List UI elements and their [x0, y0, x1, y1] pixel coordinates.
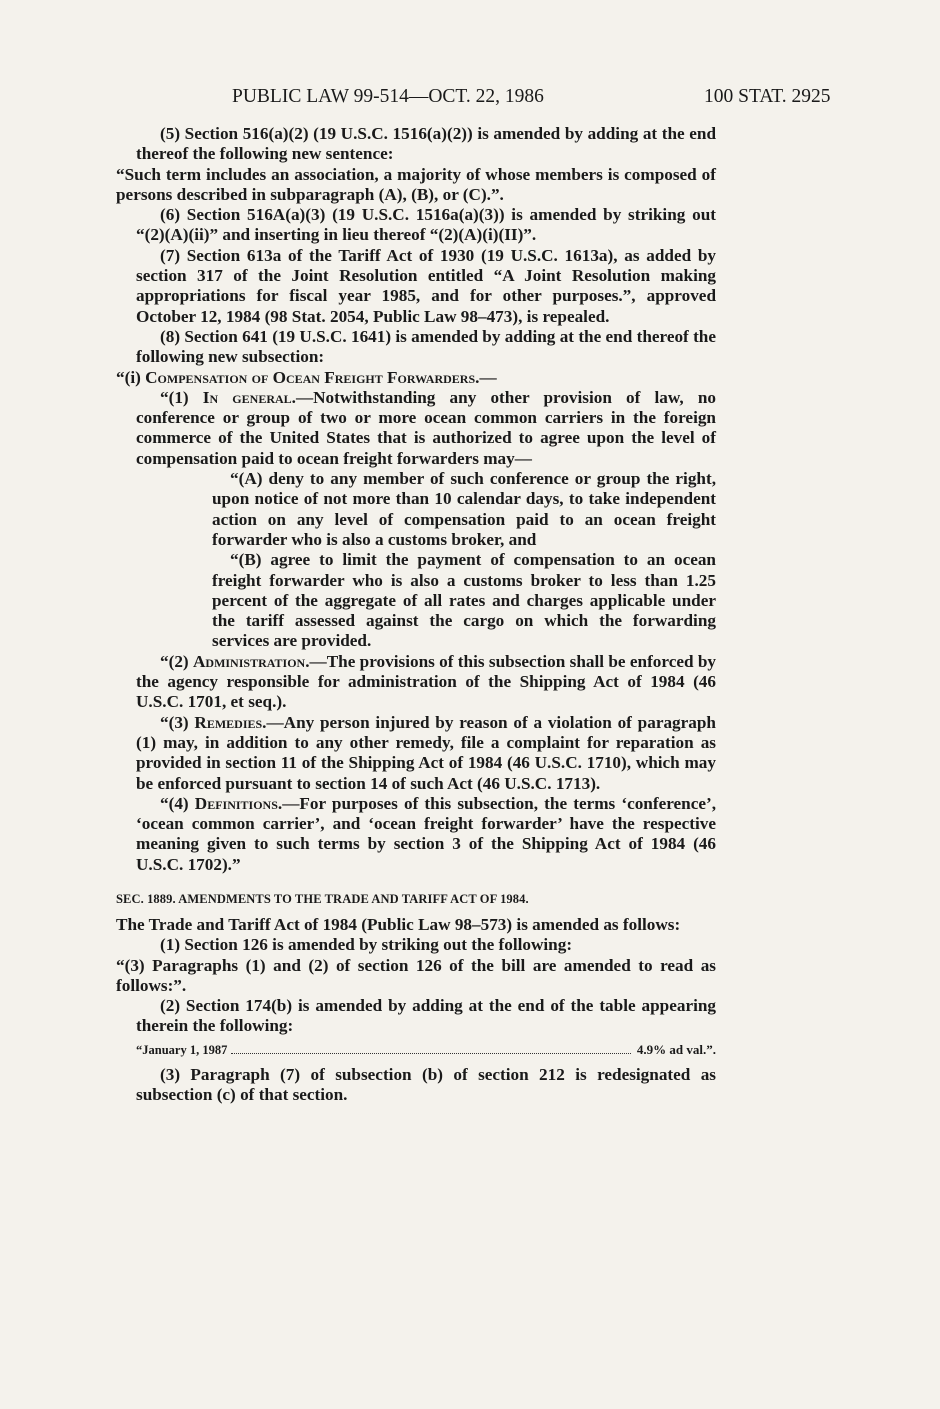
para-i-2-heading: Administration	[192, 651, 306, 671]
page	[116, 86, 831, 1105]
para-i-4-body: .—For purposes of this subsection, the terms ‘conference’, ‘ocean common carrier’, and ‘ocean freight forwarder’ have the respective meaning given to such terms by section 3 of the Shipping Act of 1984 (46 U.S.C. 1702).”	[136, 793, 716, 874]
para-6: (6) Section 516A(a)(3) (19 U.S.C. 1516a(a)(3)) is amended by striking out “(2)(A)(ii)” and inserting in lieu thereof “(2)(A)(i)(II)”.	[136, 205, 716, 245]
para-i-1	[136, 388, 716, 469]
para-i-2-body: .—The provisions of this subsection shall be enforced by the agency responsible for administration of the Shipping Act of 1984 (46 U.S.C. 1701, et seq.).	[136, 651, 717, 712]
trade-act-intro: The Trade and Tariff Act of 1984 (Public Law 98–573) is amended as follows:	[116, 914, 681, 934]
trade-para-3: (3) Paragraph (7) of subsection (b) of section 212 is redesignated as subsection (c) of that section.	[136, 1064, 716, 1105]
page-header	[116, 86, 831, 114]
leader-dots	[231, 1053, 631, 1054]
para-i-3	[136, 713, 716, 794]
para-5: (5) Section 516(a)(2) (19 U.S.C. 1516(a)(2)) is amended by adding at the end thereof the following new sentence:	[136, 124, 716, 164]
subsection-i-dash: .—	[475, 367, 497, 387]
para-i-3-lead: “(3)	[160, 712, 195, 732]
para-i-3-heading: Remedies	[194, 712, 263, 732]
table-entry-date: “January 1, 1987	[136, 1042, 228, 1057]
stat-citation: 100 STAT. 2925	[704, 86, 831, 107]
section-heading: SEC. 1889. AMENDMENTS TO THE TRADE AND TARIFF ACT OF 1984.	[116, 891, 529, 906]
para-5-quote: “Such term includes an association, a majority of whose members is composed of persons described in subparagraph (A), (B), or (C).”.	[116, 164, 716, 204]
para-8: (8) Section 641 (19 U.S.C. 1641) is amended by adding at the end thereof the following new subsection:	[136, 326, 716, 367]
table-entry-rate: 4.9% ad val.”.	[636, 1041, 716, 1057]
subsection-i-title: Compensation of Ocean Freight Forwarders	[145, 367, 476, 387]
trade-para-1: (1) Section 126 is amended by striking out the following:	[160, 935, 573, 955]
para-i-3-body: .—Any person injured by reason of a violation of paragraph (1) may, in addition to any other remedy, file a complaint for reparation as provided in section 11 of the Shipping Act of 1984 (46 U.S.C. 1710), which may be enforced pursuant to section 14 of such Act (46 U.S.C. 1713).	[136, 712, 716, 793]
trade-para-1-quote: “(3) Paragraphs (1) and (2) of section 126 of the bill are amended to read as follows:”.	[116, 955, 716, 995]
para-i-2	[136, 652, 716, 713]
para-i-1-A: “(A) deny to any member of such conference or group the right, upon notice of not more than 10 calendar days, to take independent action on any level of compensation paid to an ocean freight forwarder who is also a customs broker, and	[212, 469, 716, 549]
table-entry	[136, 1041, 716, 1059]
subsection-i-heading	[116, 368, 716, 388]
para-i-1-lead: “(1)	[160, 387, 203, 407]
para-i-2-lead: “(2)	[160, 651, 193, 671]
para-7: (7) Section 613a of the Tariff Act of 1930 (19 U.S.C. 1613a), as added by section 317 of the Joint Resolution entitled “A Joint Resolution making appropriations for fiscal year 1985, and for other purposes.”, approved October 12, 1984 (98 Stat. 2054, Public Law 98–473), is repealed.	[136, 245, 716, 326]
para-i-4-heading: Definitions	[194, 793, 278, 813]
para-i-4	[136, 794, 716, 875]
subsection-i-lead: “(i)	[116, 367, 146, 387]
para-i-1-body: .—Notwithstanding any other provision of law, no conference or group of two or more ocean common carriers in the foreign commerce of the United States that is authorized to agree upon the level of compensation paid to ocean freight forwarders may—	[136, 387, 716, 468]
para-i-1-heading: In general	[202, 387, 292, 407]
running-head: PUBLIC LAW 99-514—OCT. 22, 1986	[232, 86, 544, 107]
para-i-1-B: “(B) agree to limit the payment of compensation to an ocean freight forwarder who is also a customs broker to less than 1.25 percent of the aggregate of all rates and charges applicable under the tariff assessed against the cargo on which the forwarding services are provided.	[212, 550, 716, 651]
trade-para-2: (2) Section 174(b) is amended by adding at the end of the table appearing therein the following:	[136, 996, 716, 1036]
para-i-4-lead: “(4)	[160, 793, 195, 813]
